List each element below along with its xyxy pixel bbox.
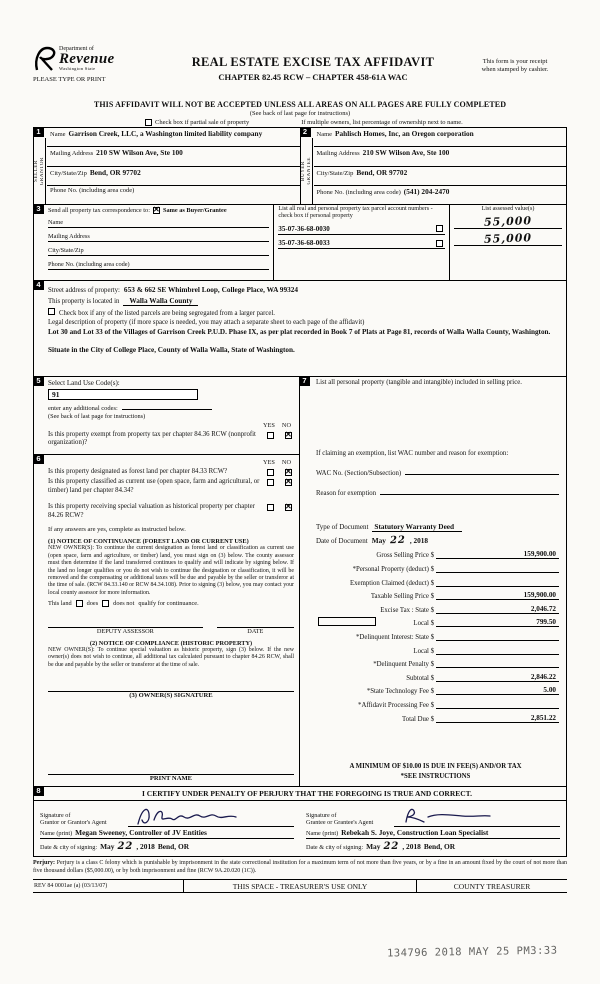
located-in-value: Walla Walla County xyxy=(123,296,198,306)
wac-number-field[interactable] xyxy=(405,466,559,475)
street-address-value: 653 & 662 SE Whimbrel Loop, College Place, WA 99324 xyxy=(123,285,299,294)
grantee-sign-city: Bend, OR xyxy=(423,842,456,851)
does-not-checkbox[interactable] xyxy=(102,600,109,607)
buyer-name-label: Name xyxy=(316,131,333,138)
legal-description-label: Legal description of property (if more space is needed, you may attach a separate sheet to each page of the affidavit) xyxy=(48,319,365,326)
seller-name-label: Name xyxy=(50,131,66,138)
fin-label: *Delinquent Penalty $ xyxy=(373,661,434,669)
grantee-signing-block xyxy=(300,801,566,854)
fin-value[interactable] xyxy=(436,578,559,587)
seller-mailing-label: Mailing Address xyxy=(50,150,94,158)
grantor-sign-year: , 2018 xyxy=(136,842,155,851)
yes-header: YES xyxy=(262,459,275,466)
document-date-month: May xyxy=(371,535,386,545)
assessed-value-1: 55,000 xyxy=(483,214,533,229)
buyer-section xyxy=(301,127,568,205)
print-name-label: PRINT NAME xyxy=(149,775,193,782)
parcel-row xyxy=(278,225,445,235)
grantee-signature-label xyxy=(306,812,394,828)
logo-state: Washington State xyxy=(59,66,96,71)
seller-name-row xyxy=(47,128,300,147)
signature-of-label: Signature of xyxy=(40,811,71,819)
seller-label: SELLER xyxy=(34,160,39,182)
grantor-agent-label: Grantor or Grantor's Agent xyxy=(40,819,107,827)
minimum-fee-line2: *SEE INSTRUCTIONS xyxy=(400,772,471,780)
reason-exemption-field[interactable] xyxy=(380,486,559,495)
document-type-value: Statutory Warranty Deed xyxy=(372,522,462,532)
seller-section xyxy=(33,127,301,205)
this-land-label: This land xyxy=(48,600,72,608)
fin-label: Gross Selling Price $ xyxy=(376,552,434,560)
deputy-assessor-label: DEPUTY ASSESSOR xyxy=(96,628,154,636)
fin-row-subtotal xyxy=(316,673,559,682)
seller-city-value: Bend, OR 97702 xyxy=(89,167,141,177)
treasurer-space-label: THIS SPACE - TREASURER'S USE ONLY xyxy=(183,880,417,892)
notice-2-body: NEW OWNER(S): To continue special valuation as historic property, sign (3) below. If the new owner(s) does not wish to continue, all additional tax calculated pursuant to chapter 84.26 RCW, shall be due and payable by the seller or transferor at the time of sale. xyxy=(48,647,294,668)
deputy-assessor-row xyxy=(48,619,294,635)
notice-2-title: (2) NOTICE OF COMPLIANCE (HISTORIC PROPERTY) xyxy=(89,640,253,648)
parcel-number: 35-07-36-68-0030 xyxy=(278,224,330,233)
seller-city-row xyxy=(47,167,300,186)
fin-value[interactable] xyxy=(436,564,559,573)
certify-statement: I CERTIFY UNDER PENALTY OF PERJURY THAT THE FOREGOING IS TRUE AND CORRECT. xyxy=(34,787,566,801)
buyer-phone-value: (541) 204-2470 xyxy=(403,186,450,196)
certification-section xyxy=(33,787,567,857)
fin-value: 2,846.22 xyxy=(436,673,559,682)
fin-value: 159,900.00 xyxy=(436,591,559,600)
print-name-block xyxy=(48,766,294,782)
fin-row-personal-deduct xyxy=(316,564,559,573)
owner-signature-line[interactable] xyxy=(48,683,294,692)
same-as-buyer-checkbox[interactable] xyxy=(153,207,160,214)
fin-value[interactable] xyxy=(436,632,559,641)
tax-correspondence-section xyxy=(33,205,567,281)
fin-row-delinquent-penalty xyxy=(316,659,559,668)
exempt-no-checkbox[interactable] xyxy=(285,432,292,439)
fin-label: *Personal Property (deduct) $ xyxy=(352,566,434,574)
current-use-yes-checkbox[interactable] xyxy=(267,479,274,486)
additional-codes-label: enter any additional codes: xyxy=(48,405,118,412)
segregated-checkbox[interactable] xyxy=(48,308,55,315)
grantor-signing-block xyxy=(34,801,300,854)
perjury-paragraph xyxy=(33,860,567,876)
seller-phone-label: Phone No. (including area code) xyxy=(50,186,135,194)
multiple-owners-note: If multiple owners, list percentage of ownership next to name. xyxy=(301,119,463,126)
fin-value[interactable] xyxy=(436,659,559,668)
name-print-label: Name (print) xyxy=(306,830,339,837)
grantor-sign-month: May xyxy=(100,842,115,851)
forest-land-section xyxy=(34,455,299,786)
street-address-label: Street address of property: xyxy=(48,287,120,294)
segregated-label: Check box if any of the listed parcels are being segregated from a larger parcel. xyxy=(59,310,275,317)
grantor-sign-day: 22 xyxy=(117,841,134,852)
logo-revenue: Revenue xyxy=(59,51,115,67)
buyer-mailing-row xyxy=(314,147,567,166)
notice-1-title: (1) NOTICE OF CONTINUANCE (FOREST LAND OR CURRENT USE) xyxy=(48,538,249,546)
fin-row-excise-local xyxy=(316,618,559,627)
assessed-header: List assessed value(s) xyxy=(481,206,535,212)
warning-line: THIS AFFIDAVIT WILL NOT BE ACCEPTED UNLESS ALL AREAS ON ALL PAGES ARE FULLY COMPLETED xyxy=(93,100,507,109)
signature-of-label: Signature of xyxy=(306,811,337,819)
fin-row-processing-fee xyxy=(316,700,559,709)
left-column xyxy=(34,377,300,786)
does-checkbox[interactable] xyxy=(76,600,83,607)
seller-side-label xyxy=(34,138,46,204)
footer-strip xyxy=(33,879,567,893)
section-1-badge: 1 xyxy=(33,127,44,137)
rev-form-number: REV 84 0001ae (a) (03/13/07) xyxy=(34,882,108,889)
grantor-signature-label xyxy=(40,812,128,828)
personal-property-checkbox-2[interactable] xyxy=(436,240,443,247)
grantee-print-name: Rebekah S. Joye, Construction Loan Specialist xyxy=(341,828,489,837)
fin-label: *State Technology Fee $ xyxy=(366,688,434,696)
form-title: REAL ESTATE EXCISE TAX AFFIDAVIT xyxy=(191,55,435,69)
exemption-intro: If claiming an exemption, list WAC number and reason for exemption: xyxy=(316,449,509,457)
buyer-phone-label: Phone No. (including area code) xyxy=(316,188,401,196)
buyer-city-label: City/State/Zip xyxy=(316,169,354,177)
corr-city-field[interactable]: City/State/Zip xyxy=(48,242,269,256)
fin-value: 2,851.22 xyxy=(436,714,559,723)
partial-sale-label: Check box if partial sale of property xyxy=(155,119,250,126)
fin-label: Local $ xyxy=(413,647,434,655)
fin-label: Subtotal $ xyxy=(406,674,434,682)
corr-phone-field[interactable]: Phone No. (including area code) xyxy=(48,256,269,270)
grantor-signature-line[interactable] xyxy=(128,803,294,827)
legal-description-value: Lot 30 and Lot 33 of the Villages of Garrison Creek P.U.D. Phase IX, as per plat recorded in Book 7 of Plats at Page 81, records of Walla Walla County, Washington. xyxy=(48,328,551,336)
current-use-no-checkbox[interactable] xyxy=(285,479,292,486)
deputy-date-line[interactable] xyxy=(217,619,294,628)
date-label: DATE xyxy=(247,628,264,636)
wac-number-label: WAC No. (Section/Subsection) xyxy=(316,469,402,477)
dor-logo xyxy=(33,46,163,83)
land-use-label: Select Land Use Code(s): xyxy=(48,379,120,387)
grantee-label: GRANTEE xyxy=(306,157,312,185)
received-date-stamp: 134796 2018 MAY 25 PM3:33 xyxy=(387,944,559,960)
receipt-line2: when stamped by cashier. xyxy=(481,66,549,74)
fin-row-technology-fee xyxy=(316,686,559,695)
fin-value: 159,900.00 xyxy=(436,550,559,559)
fin-row-delinquent-interest-local xyxy=(316,646,559,655)
document-date-day: 22 xyxy=(389,534,407,547)
land-use-section xyxy=(34,377,299,455)
fin-label: *Delinquent Interest: State $ xyxy=(356,633,434,641)
personal-property-blank-area[interactable] xyxy=(316,388,559,450)
same-as-buyer-label: Same as Buyer/Grantee xyxy=(162,207,227,214)
exempt-question: Is this property exempt from property tax per chapter 84.36 RCW (nonprofit organization)? xyxy=(48,431,256,447)
property-section xyxy=(33,281,567,377)
fin-value[interactable] xyxy=(436,700,559,709)
owner-signature-label: (3) OWNER(S) SIGNATURE xyxy=(129,692,213,700)
perjury-label: Perjury: xyxy=(33,860,55,866)
minimum-fee-note xyxy=(316,762,559,782)
forest-yes-checkbox[interactable] xyxy=(267,469,274,476)
name-print-label: Name (print) xyxy=(40,830,73,837)
additional-codes-field[interactable] xyxy=(122,402,212,410)
personal-property-checkbox-1[interactable] xyxy=(436,225,443,232)
please-type-label: PLEASE TYPE OR PRINT xyxy=(33,76,106,83)
forest-no-checkbox[interactable] xyxy=(285,469,292,476)
title-block xyxy=(163,46,463,82)
exempt-yes-checkbox[interactable] xyxy=(267,432,274,439)
see-back-note: (See back of last page for instructions) xyxy=(249,110,351,117)
located-in-label: This property is located in xyxy=(48,298,120,305)
logo-dept: Department of xyxy=(59,46,94,52)
personal-property-note: List all personal property (tangible and intangible) included in selling price. xyxy=(316,379,522,386)
date-city-label: Date & city of signing: xyxy=(40,844,98,851)
fin-row-total-due xyxy=(316,714,559,723)
notice-1-body: NEW OWNER(S): To continue the current designation as forest land or classification as current use (open space, farm and agriculture, or timber) land, you must sign on (3) below. The county assessor must then determine if the land transferred continues to qualify and will indicate by signing below. If the land no longer qualifies or you do not wish to continue the designation or classification, it will be removed and the compensating or additional taxes will be due and payable by the seller or transferor at the time of sale. (RCW 84.33.140 or RCW 84.34.108). Prior to signing (3) below, you may contact your local county assessor for more information. xyxy=(48,545,294,596)
partial-sale-checkbox[interactable] xyxy=(145,119,152,126)
buyer-name-value: Pahlisch Homes, Inc, an Oregon corporation xyxy=(335,129,474,138)
grantee-signature-line[interactable] xyxy=(394,803,560,827)
buyer-mailing-label: Mailing Address xyxy=(316,150,360,158)
grantor-sign-city: Bend, OR xyxy=(157,842,190,851)
chapter-line: CHAPTER 82.45 RCW – CHAPTER 458-61A WAC xyxy=(218,72,408,82)
seller-phone-row xyxy=(47,186,300,204)
historic-yes-checkbox[interactable] xyxy=(267,504,274,511)
seller-name-value: Garrison Creek, LLC, a Washington limited liability company xyxy=(68,129,263,138)
fin-value[interactable] xyxy=(436,646,559,655)
seller-city-label: City/State/Zip xyxy=(50,169,87,177)
see-back-note-2: (See back of last page for instructions) xyxy=(48,413,146,420)
historic-question: Is this property receiving special valuation as historical property per chapter 84.26 RCW? xyxy=(48,503,255,519)
fin-row-gross xyxy=(316,550,559,559)
corr-name-field[interactable]: Name xyxy=(48,214,269,228)
fin-label: Exemption Claimed (deduct) $ xyxy=(350,579,434,587)
fin-row-excise-state xyxy=(316,605,559,614)
section-4-badge: 4 xyxy=(33,280,44,290)
receipt-line1: This form is your receipt xyxy=(482,58,548,65)
fin-label: Excise Tax : State $ xyxy=(380,606,434,614)
buyer-city-value: Bend, OR 97702 xyxy=(356,167,408,177)
forest-land-question: Is this property designated as forest land per chapter 84.33 RCW? xyxy=(48,468,228,475)
grantor-label: GRANTOR xyxy=(40,156,45,186)
section-6-badge: 6 xyxy=(33,454,44,464)
reason-exemption-label: Reason for exemption xyxy=(316,489,377,497)
document-date-year: , 2018 xyxy=(409,535,429,545)
historic-no-checkbox[interactable] xyxy=(285,504,292,511)
section-8-badge: 8 xyxy=(33,786,44,796)
buyer-label: BUYER xyxy=(300,161,306,181)
grantor-print-name: Megan Sweeney, Controller of JV Entities xyxy=(75,828,207,837)
seller-mailing-value: 210 SW Wilson Ave, Ste 100 xyxy=(96,148,183,158)
grantee-sign-day: 22 xyxy=(383,841,400,852)
current-use-question: Is this property classified as current use (open space, farm and agricultural, or timber) land per chapter 84.34? xyxy=(48,478,260,494)
print-name-line[interactable] xyxy=(48,766,294,775)
receipt-note xyxy=(463,46,567,75)
revenue-logo-icon xyxy=(33,46,57,72)
header xyxy=(33,46,567,100)
parcel-header: List all real and personal property tax parcel account numbers - check box if personal property xyxy=(278,206,433,220)
document-type-label: Type of Document xyxy=(316,522,369,531)
selling-price-section xyxy=(300,377,566,786)
does-not-label: does not xyxy=(113,600,135,608)
section-7-badge: 7 xyxy=(299,376,310,386)
fin-row-taxable xyxy=(316,591,559,600)
logo-text xyxy=(59,46,114,72)
send-correspondence-label: Send all property tax correspondence to: xyxy=(48,207,150,214)
perjury-text: Perjury is a class C felony which is punishable by imprisonment in the state correctional institution for a maximum term of not more than five years, or by a fine in an amount fixed by the court of not more than five thousand dollars ($5,000.00), or by both imprisonment and fine (RCW 9A.20.020 (1C)). xyxy=(33,860,568,874)
land-use-code-field[interactable]: 91 xyxy=(48,389,198,400)
fin-row-delinquent-interest-state xyxy=(316,632,559,641)
buyer-phone-row xyxy=(314,186,567,204)
deputy-assessor-signature-line[interactable] xyxy=(48,619,203,628)
section-2-badge: 2 xyxy=(300,127,311,137)
main-columns xyxy=(33,377,567,787)
document-date-label: Date of Document xyxy=(316,536,368,545)
minimum-fee-line1: A MINIMUM OF $10.00 IS DUE IN FEE(S) AND/OR TAX xyxy=(349,762,522,770)
no-header: NO xyxy=(281,459,291,466)
grantee-sign-month: May xyxy=(366,842,381,851)
situate-line: Situate in the City of College Place, County of Walla Walla, State of Washington. xyxy=(48,346,295,355)
parcel-number: 35-07-36-68-0033 xyxy=(278,239,330,248)
parcel-list xyxy=(273,205,449,280)
buyer-side-label xyxy=(301,138,313,204)
no-header: NO xyxy=(281,422,291,429)
parcel-row xyxy=(278,239,445,249)
assessed-values xyxy=(449,205,566,280)
spacer xyxy=(316,497,559,519)
partial-sale-row xyxy=(33,119,567,126)
qualify-line xyxy=(48,600,294,607)
county-treasurer-label: COUNTY TREASURER xyxy=(453,881,531,891)
fin-value: 2,046.72 xyxy=(436,605,559,614)
fin-label: Local $ xyxy=(413,620,434,628)
qualify-label: qualify for continuance. xyxy=(138,600,199,608)
assessed-value-2: 55,000 xyxy=(483,231,533,246)
grantee-signature xyxy=(398,804,518,830)
section-3-badge: 3 xyxy=(33,204,44,214)
if-yes-note: If any answers are yes, complete as instructed below. xyxy=(48,526,186,534)
treasurer-stamp-box xyxy=(318,617,376,626)
owner-signature-block xyxy=(48,683,294,699)
does-label: does xyxy=(86,600,99,608)
seller-mailing-row xyxy=(47,147,300,166)
grantee-sign-year: , 2018 xyxy=(402,842,421,851)
corr-mailing-field[interactable]: Mailing Address xyxy=(48,228,269,242)
yes-header: YES xyxy=(262,422,275,429)
buyer-name-row xyxy=(314,128,567,147)
fin-label: Taxable Selling Price $ xyxy=(370,593,434,601)
buyer-city-row xyxy=(314,167,567,186)
date-city-label: Date & city of signing: xyxy=(306,844,364,851)
grantor-signature xyxy=(132,804,252,830)
fin-value: 5.00 xyxy=(436,686,559,695)
fin-value: 799.50 xyxy=(436,618,559,627)
correspondence-fields xyxy=(34,205,273,280)
fin-row-exemption-deduct xyxy=(316,578,559,587)
section-5-badge: 5 xyxy=(33,376,44,386)
fin-label: *Affidavit Processing Fee $ xyxy=(358,701,434,709)
buyer-mailing-value: 210 SW Wilson Ave, Ste 100 xyxy=(362,148,450,158)
grantee-agent-label: Grantee or Grantee's Agent xyxy=(306,819,374,827)
parties-section xyxy=(33,127,567,205)
fin-label: Total Due $ xyxy=(402,715,434,723)
